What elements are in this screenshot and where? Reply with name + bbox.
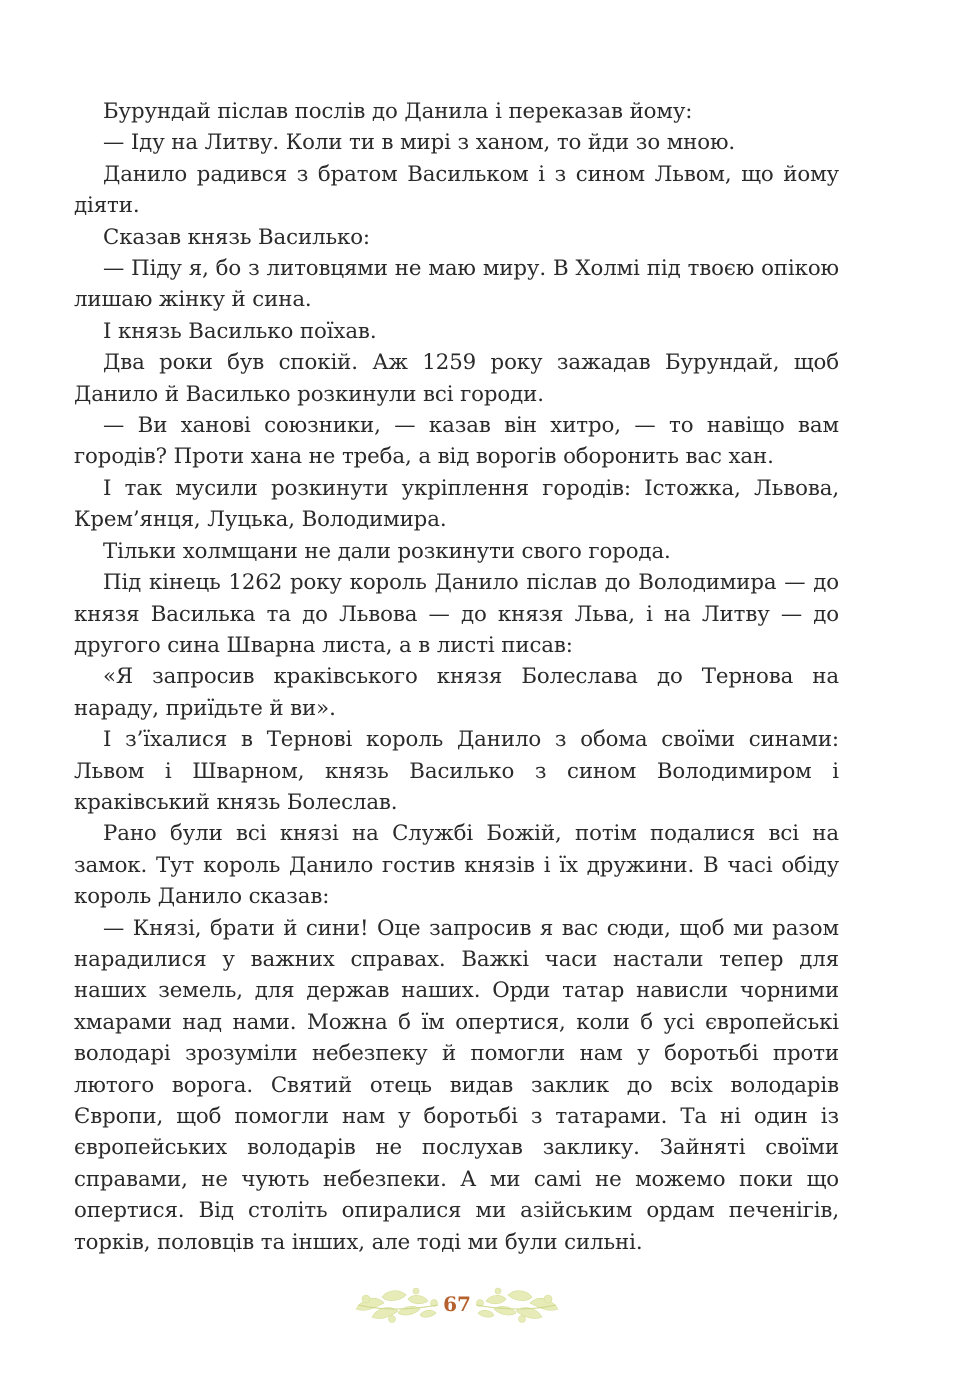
paragraph: — Іду на Литву. Коли ти в мирі з ханом, то йди зо мною. [103,130,736,156]
paragraph: «Я запросив краківського князя Болеслава до Тернова на нараду, приїдьте й ви». [74,664,839,721]
paragraph: Бурундай післав послів до Данила і переказав йому: [103,99,693,124]
paragraph: — Піду я, бо з литовцями не маю миру. В Холмі під твоєю опікою лишаю жінку й сина. [74,256,839,313]
paragraph: Данило радився з братом Васильком і з сином Львом, що йому діяти. [74,161,839,219]
page-number: 67 [443,1292,471,1316]
paragraph: І з’їхалися в Тернові король Данило з обома своїми синами: Львом і Шварном, князь Василько з сином Володимиром і краківський князь Болеслав. [74,727,839,815]
paragraph: Тільки холмщани не дали розкинути свого города. [103,538,671,564]
page-footer [354,1283,560,1327]
story-text [74,96,839,1258]
paragraph: Під кінець 1262 року король Данило післав до Володимира — до князя Василька та до Львова — до князя Льва, і на Литву — до другого сина Шварна листа, а в листі писав: [74,570,839,658]
paragraph: Два роки був спокій. Аж 1259 року зажадав Бурундай, щоб Данило й Василько розкинули всі городи. [74,350,839,407]
paragraph: — Ви ханові союзники, — казав він хитро, — то навіщо вам городів? Проти хана не треба, а від ворогів оборонить вас хан. [74,413,839,470]
paragraph: Сказав князь Василько: [103,224,370,250]
paragraph: І князь Василько поїхав. [103,318,377,344]
paragraph: І так мусили розкинути укріплення городів: Істожка, Львова, Крем’янця, Луцька, Володимира. [74,475,839,533]
paragraph: — Князі, брати й сини! Оце запросив я вас сюди, щоб ми разом нарадилися у важних справах. Важкі часи настали тепер для наших земель, для держав наших. Орди татар нависли чорними хмарами над нами. Можна б їм опертися, коли б усі європейські володарі зрозуміли небезпеку й помогли нам у боротьбі проти лютого ворога. Святий отець видав заклик до всіх володарів Європи, щоб помогли нам у боротьбі з татарами. Та ні один із європейських володарів не послухав заклику. Зайняті своїми справами, не чують небезпеки. А ми самі не можемо поки що опертися. Від століть опиралися ми азійським ордам печенігів, торків, половців та інших, але тоді ми були сильні. [74,915,839,1255]
paragraph: Рано були всі князі на Службі Божій, потім подалися всі на замок. Тут король Данило гостив князів і їх дружини. В часі обіду король Данило сказав: [74,821,839,910]
